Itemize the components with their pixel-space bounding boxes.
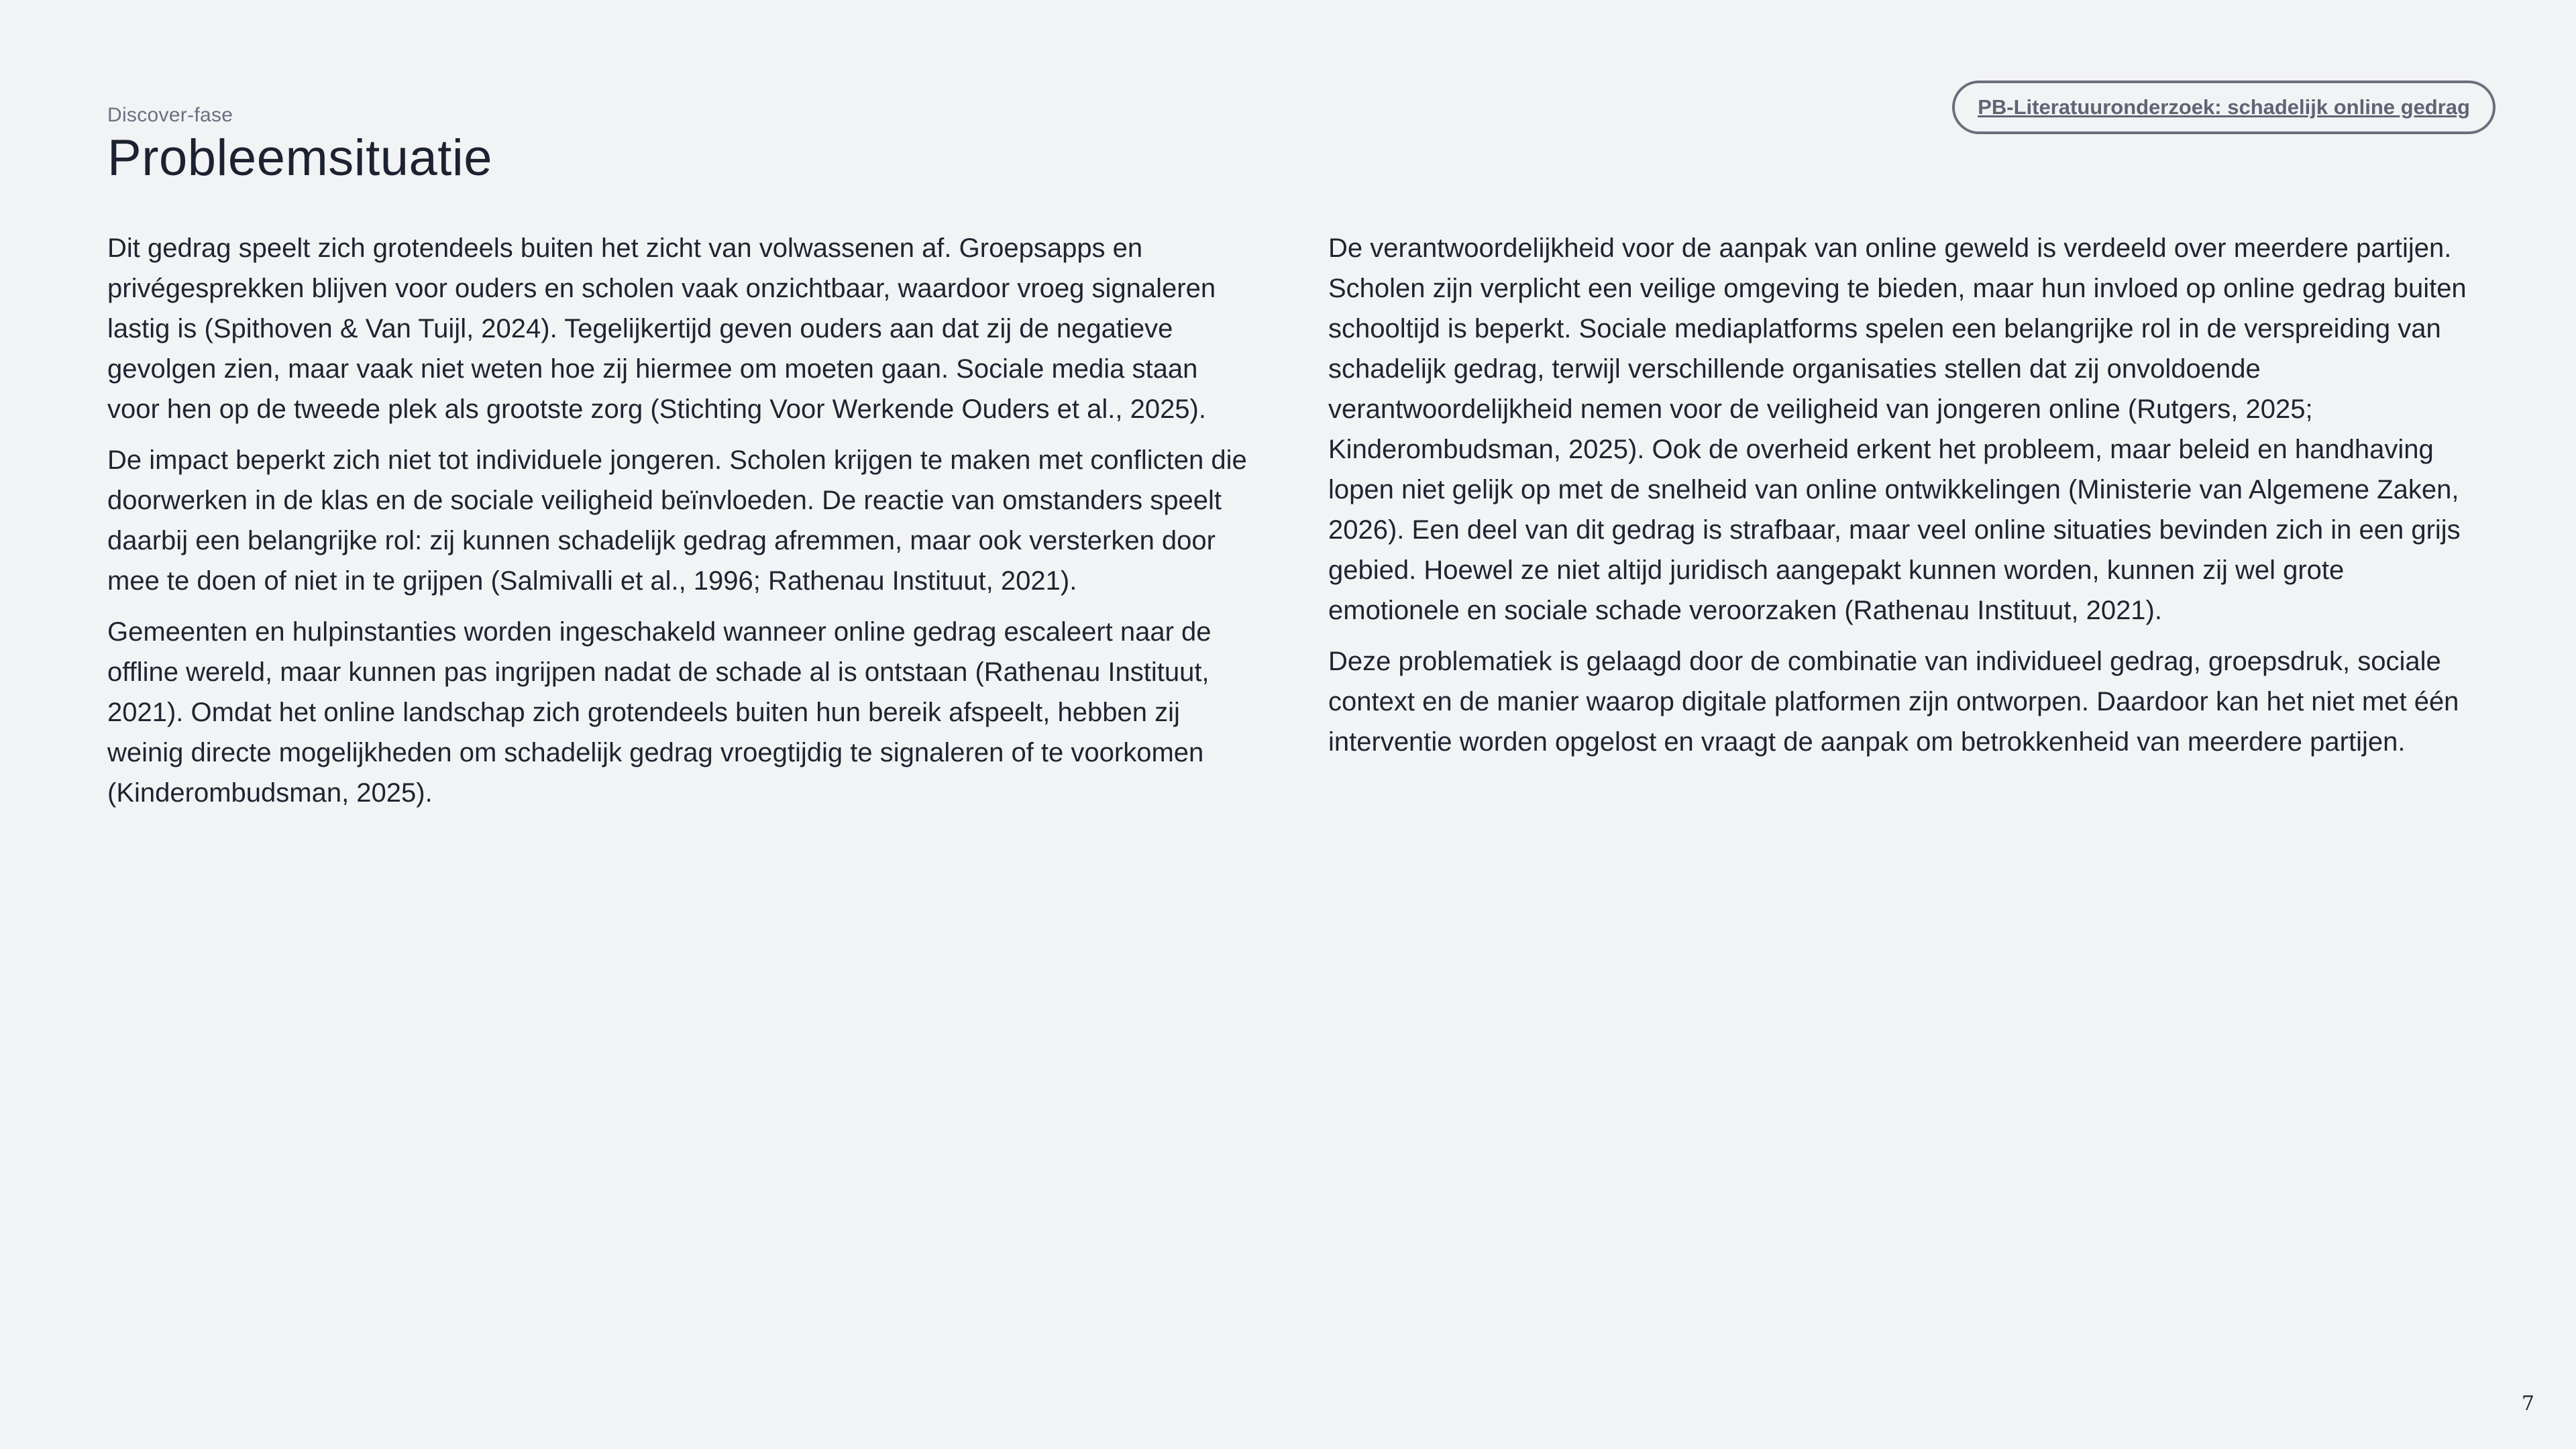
page-number: 7 <box>2521 1392 2534 1415</box>
literature-link-label[interactable]: PB-Literatuuronderzoek: schadelijk online gedrag <box>1978 95 2470 119</box>
paragraph: Dit gedrag speelt zich grotendeels buiten het zicht van volwassenen af. Groepsapps en privégesprekken blijven voor ouders en scholen vaak onzichtbaar, waardoor vroeg signaleren lastig is (Spithoven & Van Tuijl, 2024). Tegelijkertijd geven ouders aan dat zij de negatieve gevolgen zien, maar vaak niet weten hoe zij hiermee om moeten gaan. Sociale media staan voor hen op de tweede plek als grootste zorg (Stichting Voor Werkende Ouders et al., 2025). <box>107 233 1216 424</box>
paragraph: Gemeenten en hulpinstanties worden ingeschakeld wanneer online gedrag escaleert naar de offline wereld, maar kunnen pas ingrijpen nadat de schade al is ontstaan (Rathenau Instituut, 2021). Omdat het online landschap zich grotendeels buiten hun bereik afspeelt, hebben zij weinig directe mogelijkheden om schadelijk gedrag vroegtijdig te signaleren of te voorkomen (Kinderombudsman, 2025). <box>107 617 1212 808</box>
right-text-column <box>1328 228 2475 773</box>
literature-link-button[interactable] <box>1952 80 2496 134</box>
page-title: Probleemsituatie <box>107 129 493 186</box>
paragraph: De impact beperkt zich niet tot individuele jongeren. Scholen krijgen te maken met conflicten die doorwerken in de klas en de sociale veiligheid beïnvloeden. De reactie van omstanders speelt daarbij een belangrijke rol: zij kunnen schadelijk gedrag afremmen, maar ook versterken door mee te doen of niet in te grijpen (Salmivalli et al., 1996; Rathenau Instituut, 2021). <box>107 445 1247 596</box>
phase-label: Discover-fase <box>107 104 233 126</box>
left-text-column <box>107 228 1254 824</box>
paragraph: De verantwoordelijkheid voor de aanpak van online geweld is verdeeld over meerdere partijen. Scholen zijn verplicht een veilige omgeving te bieden, maar hun invloed op online gedrag buiten schooltijd is beperkt. Sociale mediaplatforms spelen een belangrijke rol in de verspreiding van schadelijk gedrag, terwijl verschillende organisaties stellen dat zij onvoldoende verantwoordelijkheid nemen voor de veiligheid van jongeren online (Rutgers, 2025; Kinderombudsman, 2025). Ook de overheid erkent het probleem, maar beleid en handhaving lopen niet gelijk op met de snelheid van online ontwikkelingen (Ministerie van Algemene Zaken, 2026). Een deel van dit gedrag is strafbaar, maar veel online situaties bevinden zich in een grijs gebied. Hoewel ze niet altijd juridisch aangepakt kunnen worden, kunnen zij wel grote emotionele en sociale schade veroorzaken (Rathenau Instituut, 2021). <box>1328 233 2467 625</box>
paragraph: Deze problematiek is gelaagd door de combinatie van individueel gedrag, groepsdruk, sociale context en de manier waarop digitale platformen zijn ontworpen. Daardoor kan het niet met één interventie worden opgelost en vraagt de aanpak om betrokkenheid van meerdere partijen. <box>1328 647 2459 757</box>
